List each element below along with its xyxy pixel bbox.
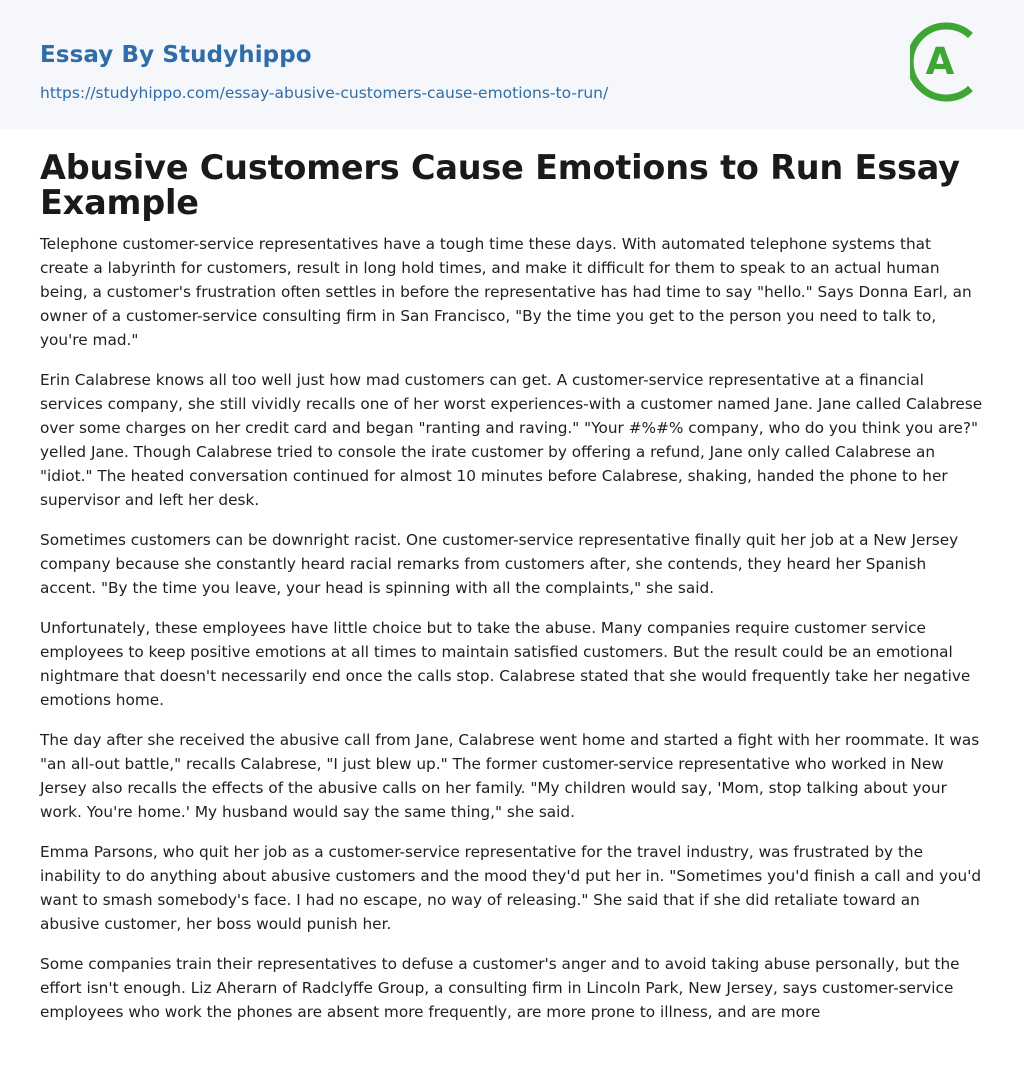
article-paragraph: Emma Parsons, who quit her job as a customer-service representative for the travel industry, was frustrated by the inability to do anything about abusive customers and the mood they'd put her in. "Sometimes you'd finish a call and you'd want to smash somebody's face. I had no escape, no way of releasing." She said that if she did retaliate toward an abusive customer, her boss would punish her. <box>40 843 982 933</box>
article-paragraph: Erin Calabrese knows all too well just how mad customers can get. A customer-service representative at a financial services company, she still vividly recalls one of her worst experiences-with a customer named Jane. Jane called Calabrese over some charges on her credit card and began "ranting and raving." "Your #%#% company, who do you think you are?" yelled Jane. Though Calabrese tried to console the irate customer by offering a refund, Jane only called Calabrese an "idiot." The heated conversation continued for almost 10 minutes before Calabrese, shaking, handed the phone to her supervisor and left her desk. <box>40 371 983 509</box>
article-paragraph: The day after she received the abusive call from Jane, Calabrese went home and started a fight with her roommate. It was "an all-out battle," recalls Calabrese, "I just blew up." The former customer-service representative who worked in New Jersey also recalls the effects of the abusive calls on her family. "My children would say, 'Mom, stop talking about your work. You're home.' My husband would say the same thing," she said. <box>40 731 980 821</box>
article-paragraph: Sometimes customers can be downright racist. One customer-service representative finally quit her job at a New Jersey company because she constantly heard racial remarks from customers after, she contends, they heard her Spanish accent. "By the time you leave, your head is spinning with all the complaints," she said. <box>40 531 959 597</box>
article-paragraph: Some companies train their representatives to defuse a customer's anger and to avoid taking abuse personally, but the effort isn't enough. Liz Aherarn of Radclyffe Group, a consulting firm in Lincoln Park, New Jersey, says customer-service employees who work the phones are absent more frequently, are more prone to illness, and are more <box>40 955 960 1021</box>
studyhippo-logo-icon[interactable] <box>910 18 988 106</box>
article-paragraph: Telephone customer-service representatives have a tough time these days. With automated telephone systems that create a labyrinth for customers, result in long hold times, and make it difficult for them to speak to an actual human being, a customer's frustration often settles in before the representative has had time to say "hello." Says Donna Earl, an owner of a customer-service consulting firm in San Francisco, "By the time you get to the person you need to talk to, you're mad." <box>40 235 972 349</box>
logo-letter: A <box>925 40 955 83</box>
article-paragraph: Unfortunately, these employees have little choice but to take the abuse. Many companies require customer service employees to keep positive emotions at all times to maintain satisfied customers. But the result could be an emotional nightmare that doesn't necessarily end once the calls stop. Calabrese stated that she would frequently take her negative emotions home. <box>40 619 971 709</box>
source-url-link[interactable]: https://studyhippo.com/essay-abusive-customers-cause-emotions-to-run/ <box>40 84 609 102</box>
article <box>0 150 1024 1024</box>
page-header <box>0 0 1024 129</box>
article-title: Abusive Customers Cause Emotions to Run Essay Example <box>40 148 960 222</box>
site-brand[interactable]: Essay By Studyhippo <box>40 42 312 68</box>
